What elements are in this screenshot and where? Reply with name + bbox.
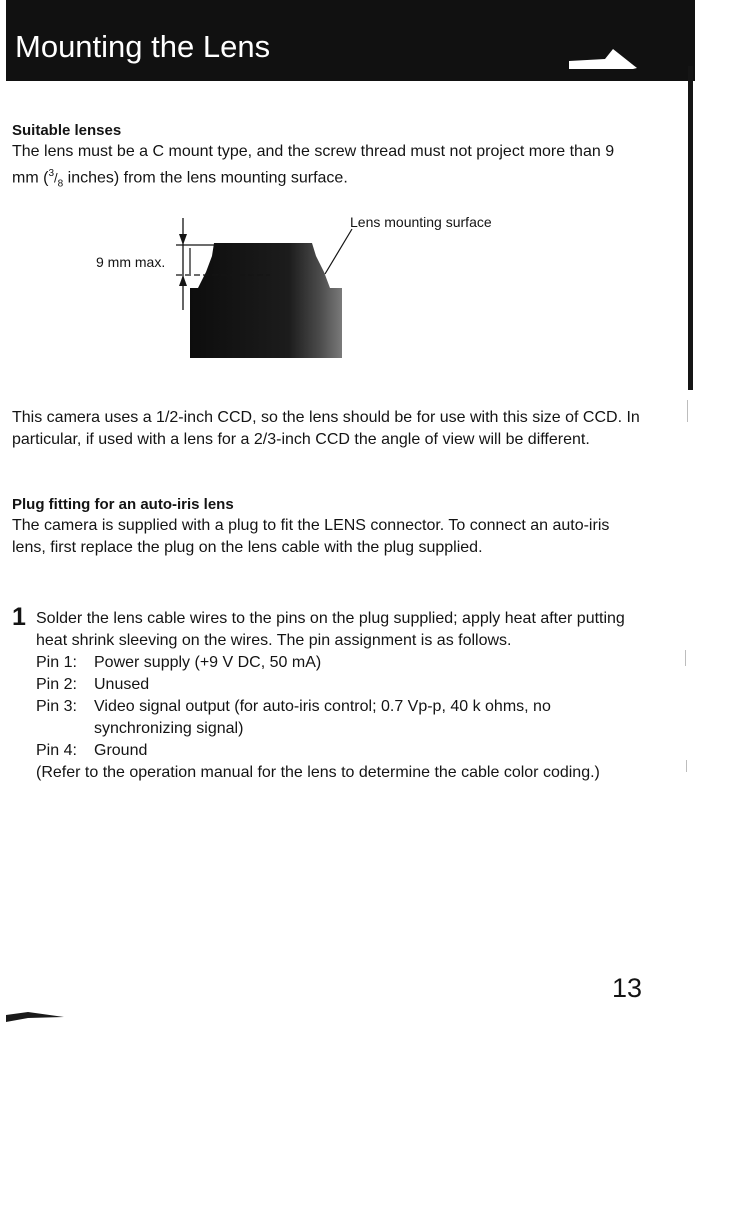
page-title: Mounting the Lens: [15, 29, 271, 64]
page-edge-rule: [688, 66, 693, 390]
pin-row: [36, 652, 636, 674]
section-heading-suitable-lenses: Suitable lenses: [12, 122, 122, 139]
pin-row: [36, 696, 636, 740]
step-intro: Solder the lens cable wires to the pins on the plug supplied; apply heat after putting heat shrink sleeving on the wires. The pin assignment is as follows.: [36, 610, 625, 649]
page-edge-speck: [687, 400, 688, 422]
page-edge-speck: [685, 650, 686, 666]
pin-description: Unused: [94, 676, 150, 693]
suitable-lenses-text: The lens must be a C mount type, and the screw thread must not project more than 9 mm (: [12, 143, 615, 187]
fraction-denominator: 8: [57, 178, 64, 190]
pin-row: [36, 740, 636, 762]
lens-mounting-surface-label: Lens mounting surface: [350, 214, 492, 230]
header-bar: [6, 0, 695, 81]
pin-label: Pin 4:: [36, 742, 77, 759]
pin-label: Pin 1:: [36, 654, 77, 671]
section-heading-plug-fitting: Plug fitting for an auto-iris lens: [12, 496, 234, 513]
pin-label: Pin 2:: [36, 676, 77, 693]
suitable-lenses-text-after: inches) from the lens mounting surface.: [63, 169, 348, 187]
step-number: 1: [12, 603, 26, 631]
max-dimension-label: 9 mm max.: [96, 254, 166, 270]
corner-arrow-mark-icon: [6, 1010, 64, 1024]
ccd-note-paragraph: This camera uses a 1/2-inch CCD, so the lens should be for use with this size of CCD. In particular, if used with a lens for a 2/3-inch CCD the angle of view will be different.: [12, 409, 640, 448]
suitable-lenses-paragraph: The lens must be a C mount type, and the screw thread must not project more than 9 mm ($^3/_8$ inches) from the lens mounting surface.: [12, 143, 615, 190]
pin-row: [36, 674, 636, 696]
pin-description: Video signal output (for auto-iris control; 0.7 Vp-p, 40 k ohms, no synchronizing signal): [94, 698, 551, 737]
page-number: 13: [612, 973, 643, 1003]
pin-label: Pin 3:: [36, 698, 77, 715]
step-body: [36, 608, 636, 784]
pin-description: Ground: [94, 742, 148, 759]
step-note: (Refer to the operation manual for the lens to determine the cable color coding.): [36, 764, 600, 781]
arrow-right-icon: [569, 47, 637, 73]
fraction-numerator: 3: [48, 168, 54, 179]
plug-fitting-paragraph: The camera is supplied with a plug to fit the LENS connector. To connect an auto-iris lens, first replace the plug on the lens cable with the plug supplied.: [12, 517, 610, 556]
pin-description: Power supply (+9 V DC, 50 mA): [94, 654, 322, 671]
lens-mount-diagram: [0, 200, 560, 375]
page-edge-speck: [686, 760, 687, 772]
